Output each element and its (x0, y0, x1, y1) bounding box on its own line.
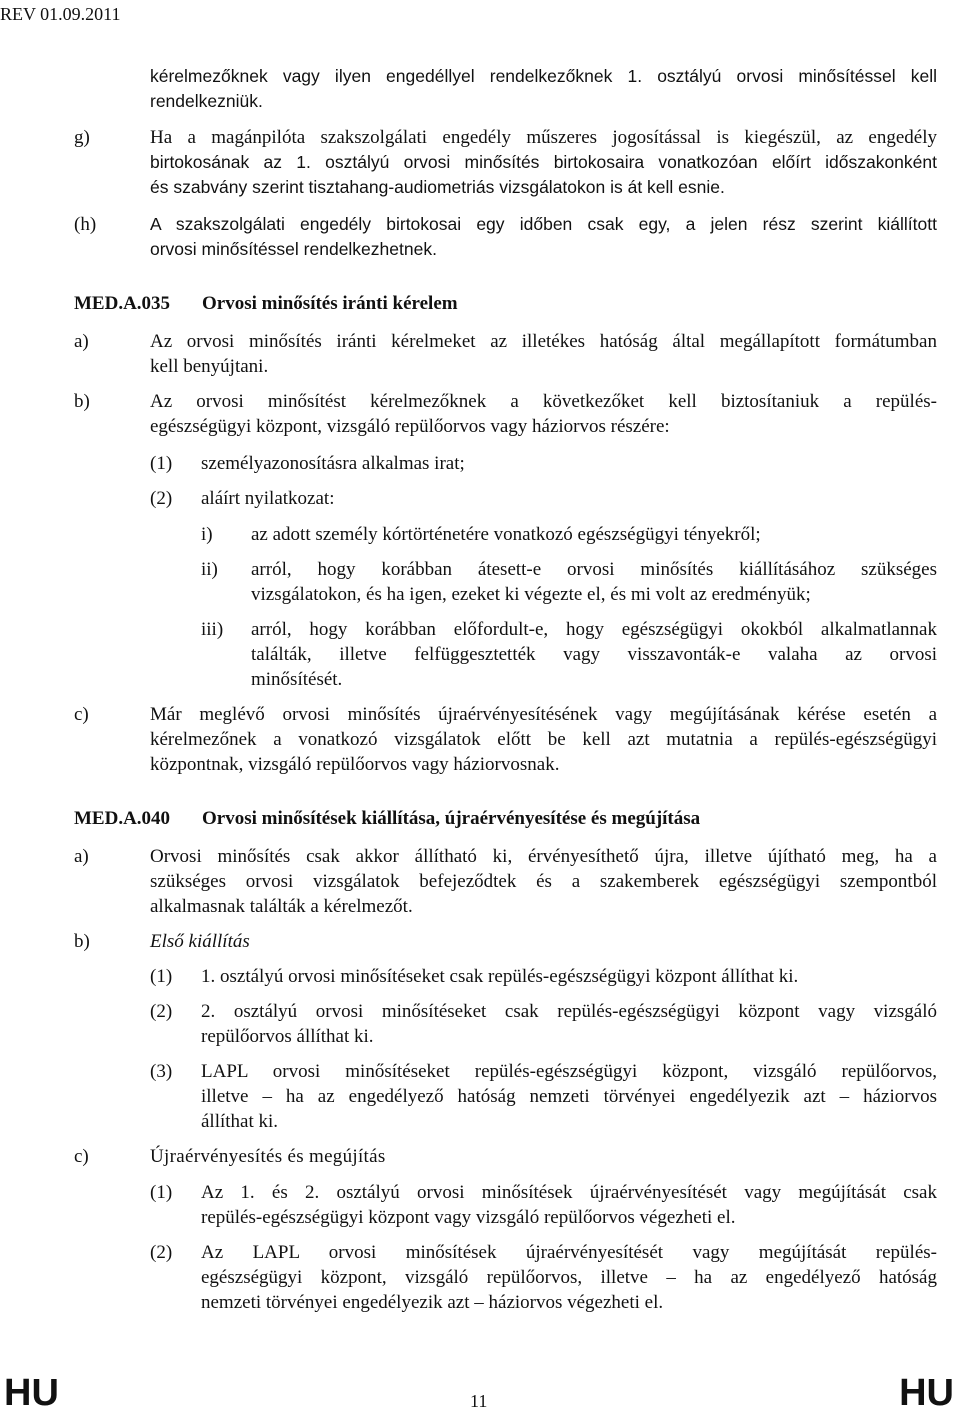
item-a-text: alkalmasnak találták a kérelmezőt. (150, 896, 413, 917)
subitem-text: Az 1. és 2. osztályú orvosi minősítések újraérvényesítését vagy megújítását csak (201, 1182, 937, 1203)
revision-header: REV 01.09.2011 (0, 4, 121, 24)
item-g-text: Ha a magánpilóta szakszolgálati engedély műszeres jogosítással is kiegészül, az engedély (150, 127, 937, 148)
roman-text: az adott személy kórtörténetére vonatkozó egészségügyi tényekről; (251, 524, 761, 545)
item-f-continuation-line: rendelkezniük. (150, 91, 263, 111)
item-c-text: kérelmezőnek a vonatkozó vizsgálatok előtt be kell azt mutatnia a repülés-egészségügyi (150, 729, 937, 750)
subitem-text: repülőorvos állíthat ki. (201, 1026, 374, 1047)
subitem-text: repülés-egészségügyi központ vagy vizsgáló repülőorvos végezheti el. (201, 1207, 736, 1228)
item-b-text: egészségügyi központ, vizsgáló repülőorvos vagy háziorvos részére: (150, 416, 670, 437)
section-number: MED.A.040 (74, 808, 171, 829)
subitem-label: (1) (150, 966, 173, 987)
item-c-text: központnak, vizsgáló repülőorvos vagy háziorvosnak. (150, 754, 560, 775)
subitem-text: állíthat ki. (201, 1111, 279, 1132)
roman-text: vizsgálatokon, és ha igen, ezeket ki végezte el, és mi volt az eredményük; (251, 584, 811, 605)
subitem-text: nemzeti törvényei engedélyezik azt – háziorvos végezheti el. (201, 1292, 664, 1313)
item-g-text: és szabvány szerint tisztahang-audiometriás vizsgálatokon is át kell esnie. (150, 177, 725, 197)
item-f-continuation-line: kérelmezőknek vagy ilyen engedéllyel rendelkezőknek 1. osztályú orvosi minősítéssel kell (150, 66, 937, 86)
item-g-text: birtokosának az 1. osztályú orvosi minősítés birtokosaira vonatkozóan előírt időszakonként (150, 152, 937, 172)
subitem-text: 2. osztályú orvosi minősítéseket csak repülés-egészségügyi központ vagy vizsgáló (201, 1001, 937, 1022)
item-h-text: orvosi minősítéssel rendelkezhetnek. (150, 239, 437, 259)
subitem-text: Az LAPL orvosi minősítések újraérvényesítését vagy megújítását repülés- (201, 1242, 937, 1263)
roman-text: minősítését. (251, 669, 343, 690)
section-number: MED.A.035 (74, 293, 171, 314)
item-a-text: szükséges orvosi vizsgálatok befejeződtek és a szakemberek egészségügyi szempontból (150, 871, 937, 892)
subitem-text: LAPL orvosi minősítéseket repülés-egészségügyi központ, vizsgáló repülőorvos, (201, 1061, 937, 1082)
roman-label: iii) (201, 619, 224, 640)
item-b-label: b) (74, 391, 90, 412)
footer-country-code-right: HU (899, 1372, 954, 1414)
item-b-label: b) (74, 931, 90, 952)
roman-text: találták, illetve felfüggesztették vagy visszavonták-e valaha az orvosi (251, 644, 937, 665)
subitem-text: illetve – ha az engedélyező hatóság nemzeti törvényei engedélyezik azt – háziorvos (201, 1086, 937, 1107)
section-title: Orvosi minősítések kiállítása, újraérvényesítése és megújítása (202, 808, 701, 829)
subitem-label: (1) (150, 453, 173, 474)
subitem-text: aláírt nyilatkozat: (201, 488, 335, 509)
subitem-text: személyazonosításra alkalmas irat; (201, 453, 465, 474)
roman-text: arról, hogy korábban átesett-e orvosi minősítés kiállításához szükséges (251, 559, 937, 580)
item-a-label: a) (74, 331, 89, 352)
subitem-text: egészségügyi központ, vizsgáló repülőorvos, illetve – ha az engedélyező hatóság (201, 1267, 937, 1288)
footer-country-code-left: HU (4, 1372, 59, 1414)
subitem-label: (2) (150, 1001, 173, 1022)
item-a-text: kell benyújtani. (150, 356, 269, 377)
item-b-title: Első kiállítás (150, 931, 250, 952)
item-a-text: Az orvosi minősítés iránti kérelmeket az illetékes hatóság által megállapított formátumban (150, 331, 937, 352)
item-c-title: Újraérvényesítés és megújítás (150, 1146, 386, 1167)
item-c-text: Már meglévő orvosi minősítés újraérvényesítésének vagy megújításának kérése esetén a (150, 704, 937, 725)
subitem-label: (2) (150, 488, 173, 509)
item-h-text: A szakszolgálati engedély birtokosai egy időben csak egy, a jelen rész szerint kiállított (150, 214, 937, 234)
subitem-label: (1) (150, 1182, 173, 1203)
section-title: Orvosi minősítés iránti kérelem (202, 293, 458, 314)
item-c-label: c) (74, 1146, 89, 1167)
subitem-label: (2) (150, 1242, 173, 1263)
item-g-label: g) (74, 127, 90, 148)
item-h-label: (h) (74, 214, 97, 235)
item-b-text: Az orvosi minősítést kérelmezőknek a következőket kell biztosítaniuk a repülés- (150, 391, 937, 412)
page-number: 11 (470, 1391, 488, 1411)
subitem-text: 1. osztályú orvosi minősítéseket csak repülés-egészségügyi központ állíthat ki. (201, 966, 799, 987)
item-a-label: a) (74, 846, 89, 867)
item-c-label: c) (74, 704, 89, 725)
roman-label: i) (201, 524, 213, 545)
subitem-label: (3) (150, 1061, 173, 1082)
roman-label: ii) (201, 559, 218, 580)
roman-text: arról, hogy korábban előfordult-e, hogy egészségügyi okokból alkalmatlannak (251, 619, 937, 640)
item-a-text: Orvosi minősítés csak akkor állítható ki, érvényesíthető újra, illetve újítható meg, ha a (150, 846, 937, 867)
